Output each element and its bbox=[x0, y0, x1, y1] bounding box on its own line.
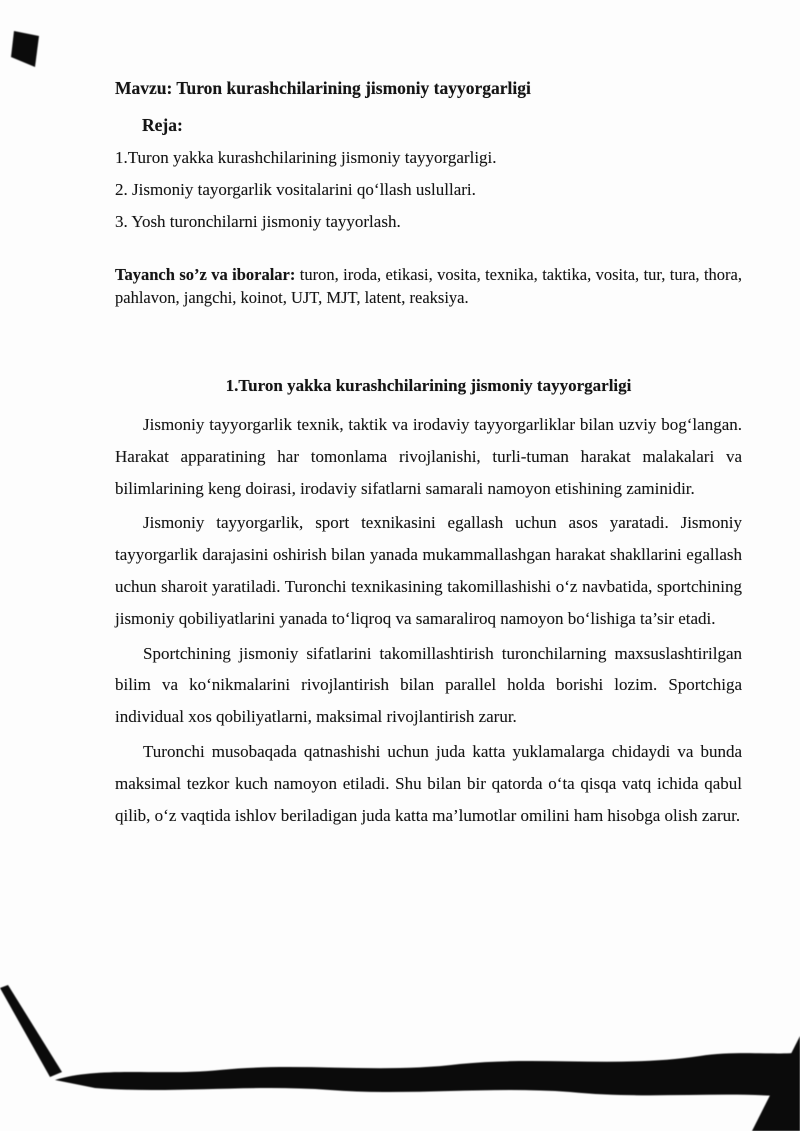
plan-item-2: 2. Jismoniy tayorgarlik vositalarini qoʻllash uslullari. bbox=[115, 180, 476, 199]
scan-mark-top-left bbox=[11, 31, 39, 67]
plan-item-3: 3. Yosh turonchilarni jismoniy tayyorlash. bbox=[115, 212, 401, 231]
paragraph-2: Jismoniy tayyorgarlik, sport texnikasini egallash uchun asos yaratadi. Jismoniy tayyorgarlik darajasini oshirish bilan yanada mukammallashgan harakat shakllarini egallash uchun sharoit yaratiladi. Turonchi texnikasining takomillashishi oʻz navbatida, sportchining jismoniy qobiliyatlarini yanada toʻliqroq va samaraliroq namoyon boʻlishiga ta’sir etadi. bbox=[115, 513, 742, 628]
plan-list bbox=[115, 144, 742, 236]
paragraph-3: Sportchining jismoniy sifatlarini takomillashtirish turonchilarning maxsuslashtirilgan bilim va koʻnikmalarini rivojlantirish bilan parallel holda borishi lozim. Sportchiga individual xos qobiliyatlarni, maksimal rivojlantirish zarur. bbox=[115, 643, 742, 727]
scan-mark-bottom-band bbox=[55, 1052, 800, 1098]
page-content bbox=[115, 0, 742, 831]
keywords-text: turon, iroda, etikasi, vosita, texnika, taktika, vosita, tur, tura, thora, pahlavon, jangchi, koinot, UJT, MJT, latent, reaksiya. bbox=[115, 265, 742, 307]
section-heading: 1.Turon yakka kurashchilarining jismoniy tayyorgarligi bbox=[225, 376, 632, 395]
scan-mark-bottom-right-corner bbox=[752, 1036, 800, 1131]
plan-heading: Reja: bbox=[142, 115, 183, 135]
paragraph-4: Turonchi musobaqada qatnashishi uchun juda katta yuklamalarga chidaydi va bunda maksimal tezkor kuch namoyon etiladi. Shu bilan bir qatorda oʻta qisqa vatq ichida qabul qilib, oʻz vaqtida ishlov beriladigan juda katta ma’lumotlar omilini ham hisobga olish zarur. bbox=[115, 741, 742, 825]
scan-mark-left-diagonal bbox=[0, 985, 62, 1077]
plan-item-1: 1.Turon yakka kurashchilarining jismoniy tayyorgarligi. bbox=[115, 148, 497, 167]
keywords-paragraph bbox=[115, 264, 742, 309]
keywords-label: Tayanch so’z va iboralar: bbox=[115, 265, 296, 284]
document-title: Mavzu: Turon kurashchilarining jismoniy tayyorgarligi bbox=[115, 78, 531, 98]
paragraph-1: Jismoniy tayyorgarlik texnik, taktik va irodaviy tayyorgarliklar bilan uzviy bogʻlangan. Harakat apparatining har tomonlama rivojlanishi, turli-tuman harakat malakalari va bilimlarining keng doirasi, irodaviy sifatlarni samarali namoyon etishining zaminidir. bbox=[115, 415, 742, 498]
